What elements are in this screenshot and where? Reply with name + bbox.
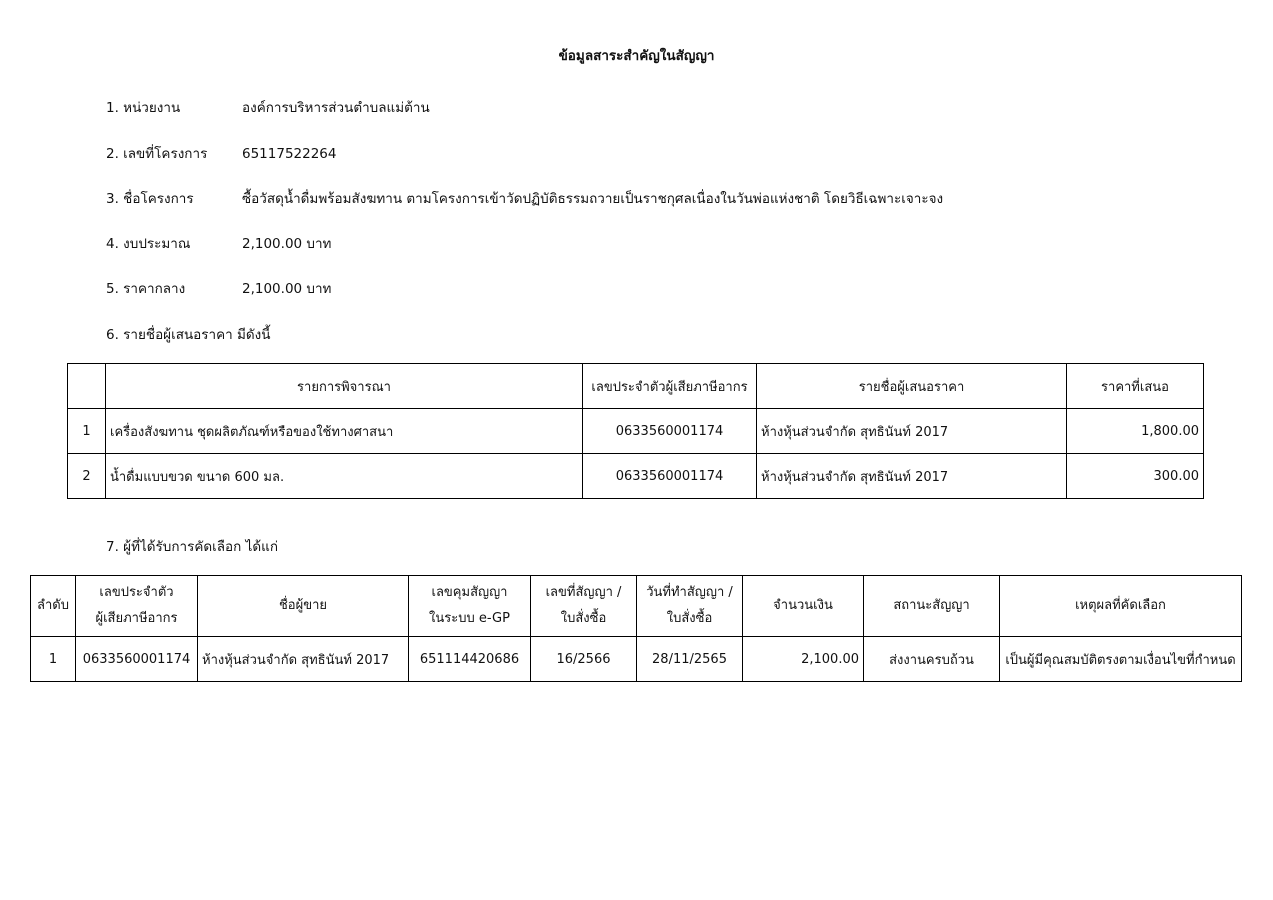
info-value: องค์การบริหารส่วนตำบลแม่ต้าน (242, 100, 430, 116)
bids-header-no (68, 364, 106, 409)
bid-bidder: ห้างหุ้นส่วนจำกัด สุทธินันท์ 2017 (757, 409, 1067, 454)
award-header-seller: ชื่อผู้ขาย (198, 576, 409, 637)
award-header-no: ลำดับ (31, 576, 76, 637)
award-date: 28/11/2565 (637, 637, 743, 682)
award-header-tax-id (76, 576, 198, 637)
award-header-contract-no-line1: เลขที่สัญญา / (545, 585, 622, 600)
bids-header-tax-id: เลขประจำตัวผู้เสียภาษีอากร (583, 364, 757, 409)
award-header-control-line1: เลขคุมสัญญา (431, 585, 508, 600)
bid-item: น้ำดื่มแบบขวด ขนาด 600 มล. (106, 454, 583, 499)
bids-header-row (68, 364, 1204, 409)
award-header-date (637, 576, 743, 637)
award-table (30, 575, 1242, 682)
award-header-amount: จำนวนเงิน (743, 576, 864, 637)
bid-bidder: ห้างหุ้นส่วนจำกัด สุทธินันท์ 2017 (757, 454, 1067, 499)
info-label: 4. งบประมาณ (106, 236, 191, 252)
bids-header-bidder: รายชื่อผู้เสนอราคา (757, 364, 1067, 409)
award-no: 1 (31, 637, 76, 682)
award-reason: เป็นผู้มีคุณสมบัติตรงตามเงื่อนไขที่กำหนด (1000, 637, 1242, 682)
award-header-row (31, 576, 1242, 637)
award-header-date-line1: วันที่ทำสัญญา / (646, 585, 733, 600)
award-header-reason: เหตุผลที่คัดเลือก (1000, 576, 1242, 637)
bid-item: เครื่องสังฆทาน ชุดผลิตภัณฑ์หรือของใช้ทางศาสนา (106, 409, 583, 454)
info-budget (106, 232, 331, 254)
bids-section-label: 6. รายชื่อผู้เสนอราคา มีดังนี้ (106, 327, 271, 343)
bids-header-price: ราคาที่เสนอ (1067, 364, 1204, 409)
bid-tax-id: 0633560001174 (583, 409, 757, 454)
table-row (68, 409, 1204, 454)
info-value: ซื้อวัสดุน้ำดื่มพร้อมสังฆทาน ตามโครงการเข้าวัดปฏิบัติธรรมถวายเป็นราชกุศลเนื่องในวันพ่อแห่งชาติ โดยวิธีเฉพาะเจาะจง (242, 191, 944, 207)
info-agency (106, 96, 430, 118)
award-header-tax-id-line2: ผู้เสียภาษีอากร (95, 611, 178, 626)
award-seller: ห้างหุ้นส่วนจำกัด สุทธินันท์ 2017 (198, 637, 409, 682)
award-amount: 2,100.00 (743, 637, 864, 682)
award-contract-no: 16/2566 (531, 637, 637, 682)
award-section-label: 7. ผู้ที่ได้รับการคัดเลือก ได้แก่ (106, 539, 279, 555)
info-label: 3. ชื่อโครงการ (106, 191, 194, 207)
info-median-price (106, 277, 331, 299)
award-header-date-line2: ใบสั่งซื้อ (666, 611, 713, 626)
info-project-name (106, 187, 943, 209)
info-label: 2. เลขที่โครงการ (106, 146, 208, 162)
info-value: 65117522264 (242, 146, 337, 162)
award-control: 651114420686 (409, 637, 531, 682)
award-header-control-line2: ในระบบ e-GP (429, 611, 510, 626)
bid-tax-id: 0633560001174 (583, 454, 757, 499)
info-project-number (106, 142, 336, 164)
table-row (68, 454, 1204, 499)
bid-no: 1 (68, 409, 106, 454)
bid-no: 2 (68, 454, 106, 499)
award-header-contract-no-line2: ใบสั่งซื้อ (560, 611, 607, 626)
info-label: 5. ราคากลาง (106, 281, 186, 297)
award-header-tax-id-line1: เลขประจำตัว (99, 585, 174, 600)
award-header-contract-no (531, 576, 637, 637)
award-status: ส่งงานครบถ้วน (864, 637, 1000, 682)
info-value: 2,100.00 บาท (242, 236, 332, 252)
award-header-status: สถานะสัญญา (864, 576, 1000, 637)
bids-header-item: รายการพิจารณา (106, 364, 583, 409)
award-tax-id: 0633560001174 (76, 637, 198, 682)
bids-table (67, 363, 1204, 499)
bid-price: 1,800.00 (1067, 409, 1204, 454)
info-label: 1. หน่วยงาน (106, 100, 181, 116)
document-title: ข้อมูลสาระสำคัญในสัญญา (558, 48, 715, 64)
info-value: 2,100.00 บาท (242, 281, 332, 297)
award-header-control (409, 576, 531, 637)
bid-price: 300.00 (1067, 454, 1204, 499)
table-row (31, 637, 1242, 682)
